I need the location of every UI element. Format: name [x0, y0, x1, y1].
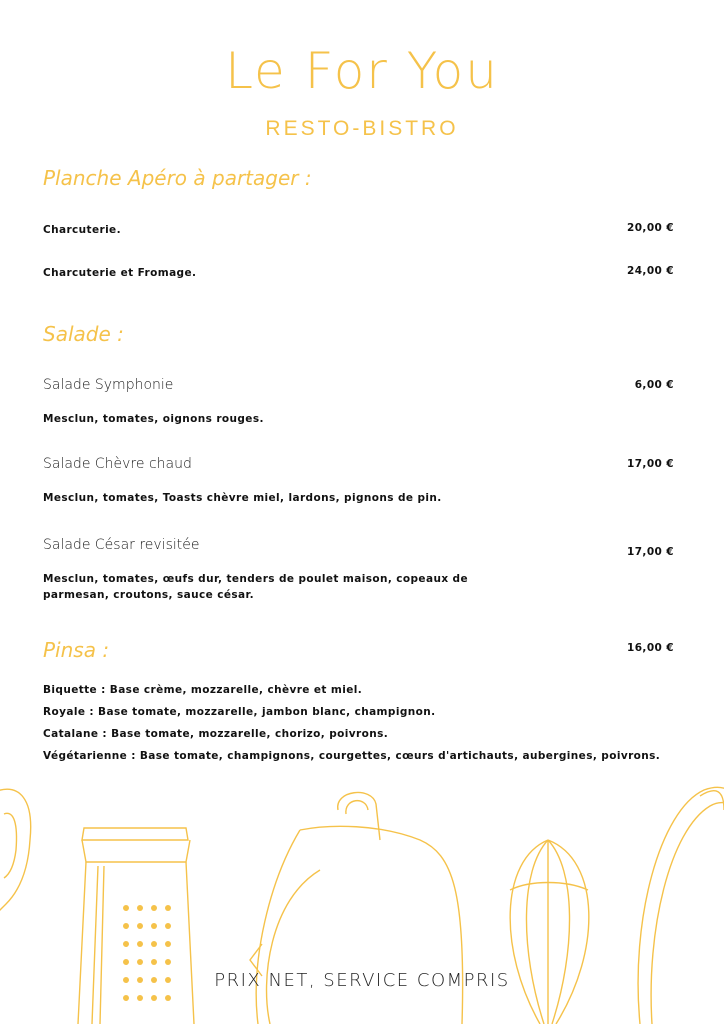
item-name-salade-symphonie: Salade Symphonie [43, 377, 174, 393]
pinsa-item-biquette: Biquette : Base crème, mozzarelle, chèvre et miel. [43, 684, 363, 696]
item-price-charcuterie: 20,00 € [627, 222, 674, 234]
item-name-charcuterie-fromage: Charcuterie et Fromage. [43, 267, 197, 279]
item-desc-salade-cesar-line1: Mesclun, tomates, œufs dur, tenders de poulet maison, copeaux de [43, 573, 468, 585]
pinsa-item-royale: Royale : Base tomate, mozzarelle, jambon blanc, champignon. [43, 706, 436, 718]
grater-icon [78, 828, 194, 1024]
item-price-salade-chevre: 17,00 € [627, 458, 674, 470]
spoon-icon [0, 789, 31, 916]
item-desc-salade-symphonie: Mesclun, tomates, oignons rouges. [43, 413, 264, 425]
item-desc-salade-cesar-line2: parmesan, croutons, sauce césar. [43, 589, 254, 601]
footer-note: PRIX NET, SERVICE COMPRIS [214, 970, 510, 991]
section-title-salade: Salade : [43, 322, 124, 346]
whisk-icon [510, 840, 589, 1024]
item-name-salade-cesar: Salade César revisitée [43, 537, 200, 553]
pinsa-item-catalane: Catalane : Base tomate, mozzarelle, chorizo, poivrons. [43, 728, 389, 740]
item-price-salade-symphonie: 6,00 € [634, 379, 674, 391]
pinsa-price: 16,00 € [627, 642, 674, 654]
pinsa-item-vegetarienne: Végétarienne : Base tomate, champignons, courgettes, cœurs d'artichauts, aubergines, poivrons. [43, 750, 661, 762]
item-name-charcuterie: Charcuterie. [43, 224, 121, 236]
item-desc-salade-chevre: Mesclun, tomates, Toasts chèvre miel, lardons, pignons de pin. [43, 492, 442, 504]
section-title-pinsa: Pinsa : [43, 638, 110, 662]
item-price-charcuterie-fromage: 24,00 € [627, 265, 674, 277]
item-price-salade-cesar: 17,00 € [627, 546, 674, 558]
item-name-salade-chevre: Salade Chèvre chaud [43, 456, 192, 472]
section-title-planche: Planche Apéro à partager : [43, 166, 312, 190]
restaurant-title: Le For You [225, 42, 499, 100]
restaurant-subtitle: RESTO-BISTRO [265, 117, 459, 140]
